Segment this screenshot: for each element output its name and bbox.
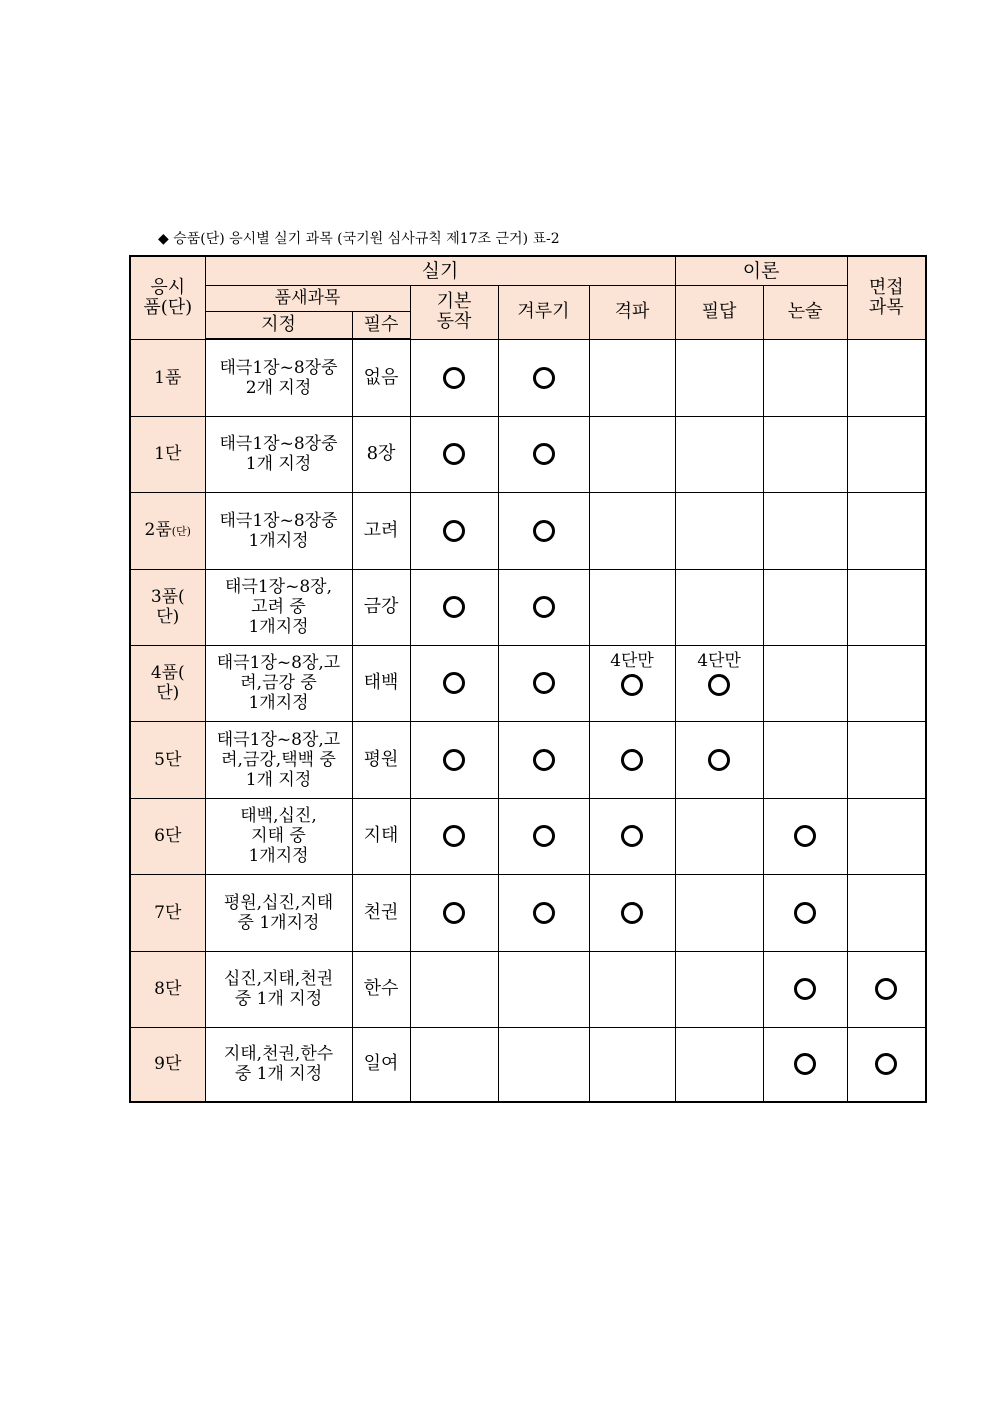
header-poomsae: 품새과목 — [205, 285, 410, 311]
circle-mark-icon — [621, 674, 643, 696]
breaking-cell — [589, 339, 675, 416]
header-practical: 실기 — [205, 256, 675, 285]
required-poomsae-cell: 태백 — [352, 645, 410, 721]
written-cell — [675, 569, 763, 645]
breaking-cell — [589, 416, 675, 492]
basic-cell — [410, 798, 498, 874]
circle-mark-icon — [621, 902, 643, 924]
designated-poomsae-cell: 태극1장~8장,고 려,금강 중 1개지정 — [205, 645, 352, 721]
circle-mark-icon — [794, 825, 816, 847]
basic-cell — [410, 721, 498, 798]
required-poomsae-cell: 8장 — [352, 416, 410, 492]
header-designated: 지정 — [205, 311, 352, 339]
circle-mark-icon — [443, 443, 465, 465]
written-cell — [675, 798, 763, 874]
header-basic: 기본 동작 — [410, 285, 498, 339]
circle-mark-icon — [443, 902, 465, 924]
required-poomsae-cell: 일여 — [352, 1027, 410, 1102]
essay-cell — [763, 645, 847, 721]
circle-mark-icon — [794, 1053, 816, 1075]
circle-mark-icon — [533, 520, 555, 542]
designated-poomsae-cell: 평원,십진,지태 중 1개지정 — [205, 874, 352, 951]
grade-label: 1품 — [154, 367, 182, 388]
sparring-cell — [498, 492, 589, 569]
basic-cell — [410, 645, 498, 721]
grade-cell — [130, 951, 205, 1027]
designated-poomsae-cell: 태백,십진, 지태 중 1개지정 — [205, 798, 352, 874]
breaking-cell — [589, 569, 675, 645]
circle-mark-icon — [443, 672, 465, 694]
table-row — [130, 1027, 926, 1102]
essay-cell — [763, 569, 847, 645]
circle-mark-icon — [708, 749, 730, 771]
table-row — [130, 645, 926, 721]
breaking-cell — [589, 874, 675, 951]
breaking-cell — [589, 798, 675, 874]
header-interview: 면접 과목 — [847, 256, 926, 339]
circle-mark-icon — [621, 749, 643, 771]
table-row — [130, 798, 926, 874]
table-row — [130, 339, 926, 416]
basic-cell — [410, 874, 498, 951]
grade-label: 1단 — [154, 444, 182, 464]
required-poomsae-cell: 없음 — [352, 339, 410, 416]
written-cell — [675, 874, 763, 951]
condition-note: 4단만 — [697, 651, 741, 671]
header-theory: 이론 — [675, 256, 847, 285]
designated-poomsae-cell: 태극1장~8장중 1개 지정 — [205, 416, 352, 492]
required-poomsae-cell: 한수 — [352, 951, 410, 1027]
circle-mark-icon — [533, 825, 555, 847]
header-written: 필답 — [675, 285, 763, 339]
basic-cell — [410, 951, 498, 1027]
interview-cell — [847, 1027, 926, 1102]
required-poomsae-cell: 평원 — [352, 721, 410, 798]
table-row — [130, 569, 926, 645]
table-row — [130, 721, 926, 798]
grade-label: 4품( 단) — [150, 663, 185, 703]
basic-cell — [410, 339, 498, 416]
basic-cell — [410, 416, 498, 492]
circle-mark-icon — [443, 825, 465, 847]
basic-cell — [410, 569, 498, 645]
sparring-cell — [498, 721, 589, 798]
circle-mark-icon — [708, 674, 730, 696]
circle-mark-icon — [533, 672, 555, 694]
basic-cell — [410, 1027, 498, 1102]
designated-poomsae-cell: 태극1장~8장, 고려 중 1개지정 — [205, 569, 352, 645]
grade-cell — [130, 874, 205, 951]
sparring-cell — [498, 874, 589, 951]
written-cell — [675, 416, 763, 492]
circle-mark-icon — [443, 596, 465, 618]
designated-poomsae-cell: 태극1장~8장중 2개 지정 — [205, 339, 352, 416]
grade-label: 8단 — [154, 979, 182, 999]
interview-cell — [847, 721, 926, 798]
grade-cell — [130, 1027, 205, 1102]
grading-subjects-table — [129, 255, 927, 1103]
sparring-cell — [498, 339, 589, 416]
sparring-cell — [498, 569, 589, 645]
circle-mark-icon — [875, 978, 897, 1000]
grade-label: 3품( 단) — [150, 587, 185, 627]
essay-cell — [763, 339, 847, 416]
circle-mark-icon — [794, 902, 816, 924]
sparring-cell — [498, 951, 589, 1027]
interview-cell — [847, 569, 926, 645]
breaking-cell — [589, 492, 675, 569]
circle-mark-icon — [533, 443, 555, 465]
designated-poomsae-cell: 태극1장~8장중 1개지정 — [205, 492, 352, 569]
table-row — [130, 874, 926, 951]
grade-cell — [130, 416, 205, 492]
grade-label: 2품 — [144, 519, 172, 540]
interview-cell — [847, 339, 926, 416]
grade-cell — [130, 339, 205, 416]
sparring-cell — [498, 645, 589, 721]
breaking-cell — [589, 951, 675, 1027]
interview-cell — [847, 492, 926, 569]
table-caption: ◆ 승품(단) 응시별 실기 과목 (국기원 심사규칙 제17조 근거) 표-2 — [158, 231, 560, 247]
sparring-cell — [498, 1027, 589, 1102]
grade-cell — [130, 569, 205, 645]
sparring-cell — [498, 798, 589, 874]
grade-cell — [130, 721, 205, 798]
condition-note: 4단만 — [610, 651, 654, 671]
designated-poomsae-cell: 지태,천권,한수 중 1개 지정 — [205, 1027, 352, 1102]
grade-sub-label: (단) — [171, 524, 191, 538]
circle-mark-icon — [875, 1053, 897, 1075]
header-essay: 논술 — [763, 285, 847, 339]
circle-mark-icon — [533, 367, 555, 389]
header-grade: 응시 품(단) — [130, 256, 205, 339]
breaking-cell — [589, 721, 675, 798]
written-cell — [675, 339, 763, 416]
grade-label: 9단 — [154, 1054, 182, 1075]
basic-cell — [410, 492, 498, 569]
essay-cell — [763, 798, 847, 874]
essay-cell — [763, 492, 847, 569]
grade-cell — [130, 492, 205, 569]
table-row — [130, 416, 926, 492]
header-sparring: 겨루기 — [498, 285, 589, 339]
written-cell — [675, 492, 763, 569]
circle-mark-icon — [443, 520, 465, 542]
interview-cell — [847, 874, 926, 951]
header-breaking: 격파 — [589, 285, 675, 339]
grade-label: 5단 — [154, 749, 182, 770]
header-required: 필수 — [352, 311, 410, 339]
circle-mark-icon — [443, 749, 465, 771]
grade-label: 7단 — [154, 902, 182, 923]
grade-cell — [130, 798, 205, 874]
designated-poomsae-cell: 십진,지태,천권 중 1개 지정 — [205, 951, 352, 1027]
essay-cell — [763, 874, 847, 951]
circle-mark-icon — [533, 902, 555, 924]
interview-cell — [847, 798, 926, 874]
circle-mark-icon — [533, 596, 555, 618]
required-poomsae-cell: 고려 — [352, 492, 410, 569]
grade-cell — [130, 645, 205, 721]
table-row — [130, 951, 926, 1027]
written-cell — [675, 645, 763, 721]
circle-mark-icon — [533, 749, 555, 771]
essay-cell — [763, 951, 847, 1027]
table-row — [130, 492, 926, 569]
circle-mark-icon — [443, 367, 465, 389]
breaking-cell — [589, 1027, 675, 1102]
written-cell — [675, 721, 763, 798]
designated-poomsae-cell: 태극1장~8장,고 려,금강,택백 중 1개 지정 — [205, 721, 352, 798]
sparring-cell — [498, 416, 589, 492]
written-cell — [675, 1027, 763, 1102]
essay-cell — [763, 416, 847, 492]
required-poomsae-cell: 지태 — [352, 798, 410, 874]
required-poomsae-cell: 금강 — [352, 569, 410, 645]
written-cell — [675, 951, 763, 1027]
essay-cell — [763, 1027, 847, 1102]
grade-label: 6단 — [154, 826, 182, 846]
interview-cell — [847, 645, 926, 721]
essay-cell — [763, 721, 847, 798]
breaking-cell — [589, 645, 675, 721]
circle-mark-icon — [621, 825, 643, 847]
interview-cell — [847, 416, 926, 492]
required-poomsae-cell: 천권 — [352, 874, 410, 951]
interview-cell — [847, 951, 926, 1027]
circle-mark-icon — [794, 978, 816, 1000]
